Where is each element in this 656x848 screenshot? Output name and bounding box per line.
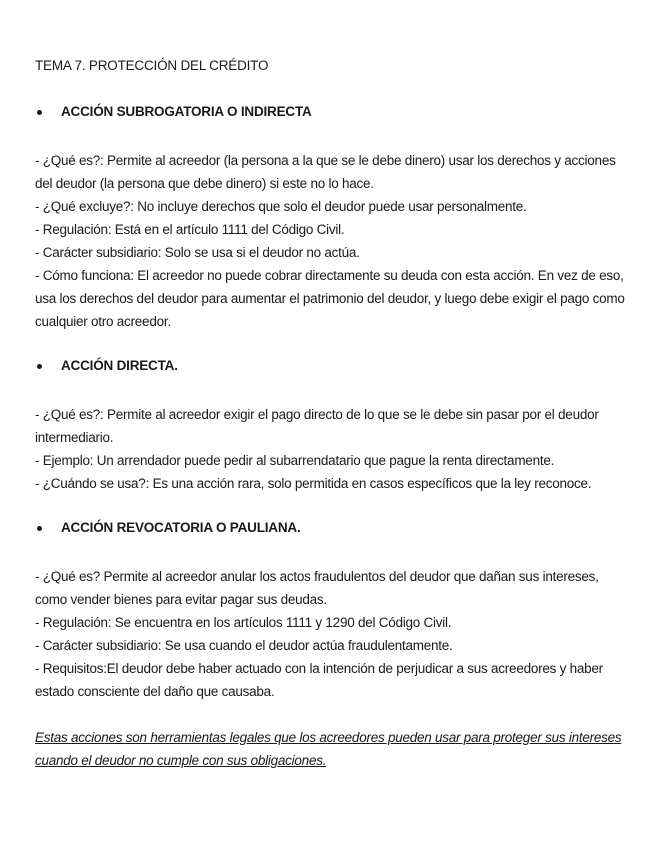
paragraph-line: - ¿Qué es?: Permite al acreedor (la persona a la que se le debe dinero) usar los derechos y acciones del deudor (la persona que debe dinero) si este no lo hace. [35,153,616,191]
section-subrogatoria [35,102,625,333]
bullet-icon [37,364,42,369]
section-heading-text: ACCIÓN SUBROGATORIA O INDIRECTA [61,104,312,119]
section-heading-text: ACCIÓN REVOCATORIA O PAULIANA. [61,520,301,535]
bullet-icon [37,526,42,531]
bullet-icon [37,110,42,115]
section-revocatoria [35,518,625,703]
paragraph-line: - Carácter subsidiario: Se usa cuando el deudor actúa fraudulentamente. [35,638,453,653]
paragraph-line: - ¿Qué es?: Permite al acreedor exigir el pago directo de lo que se le debe sin pasar por el deudor intermediario. [35,407,599,445]
paragraph-line: - Ejemplo: Un arrendador puede pedir al subarrendatario que pague la renta directamente. [35,453,555,468]
paragraph-line: - Requisitos:El deudor debe haber actuado con la intención de perjudicar a sus acreedores y haber estado consciente del daño que causaba. [35,661,603,699]
paragraph-line: - Cómo funciona: El acreedor no puede cobrar directamente su deuda con esta acción. En vez de eso, usa los derechos del deudor para aumentar el patrimonio del deudor, y luego debe exigir el pago como cualquier otro acreedor. [35,268,625,329]
section-heading [35,518,625,538]
paragraph-line: - ¿Qué es? Permite al acreedor anular los actos fraudulentos del deudor que dañan sus intereses, como vender bienes para evitar pagar sus deudas. [35,569,599,607]
section-heading [35,356,625,376]
section-heading-text: ACCIÓN DIRECTA. [61,358,178,373]
paragraph-line: - ¿Cuándo se usa?: Es una acción rara, solo permitida en casos específicos que la ley reconoce. [35,476,592,491]
document-page [35,56,625,772]
section-directa [35,356,625,495]
paragraph-line: - Regulación: Se encuentra en los artículos 1111 y 1290 del Código Civil. [35,615,452,630]
paragraph-line: - ¿Qué excluye?: No incluye derechos que solo el deudor puede usar personalmente. [35,199,527,214]
section-heading [35,102,625,122]
paragraph-line: - Regulación: Está en el artículo 1111 del Código Civil. [35,222,345,237]
closing-statement: Estas acciones son herramientas legales que los acreedores pueden usar para proteger sus intereses cuando el deudor no cumple con sus obligaciones. [35,730,622,768]
paragraph-line: - Carácter subsidiario: Solo se usa si el deudor no actúa. [35,245,360,260]
document-title: TEMA 7. PROTECCIÓN DEL CRÉDITO [35,58,269,73]
